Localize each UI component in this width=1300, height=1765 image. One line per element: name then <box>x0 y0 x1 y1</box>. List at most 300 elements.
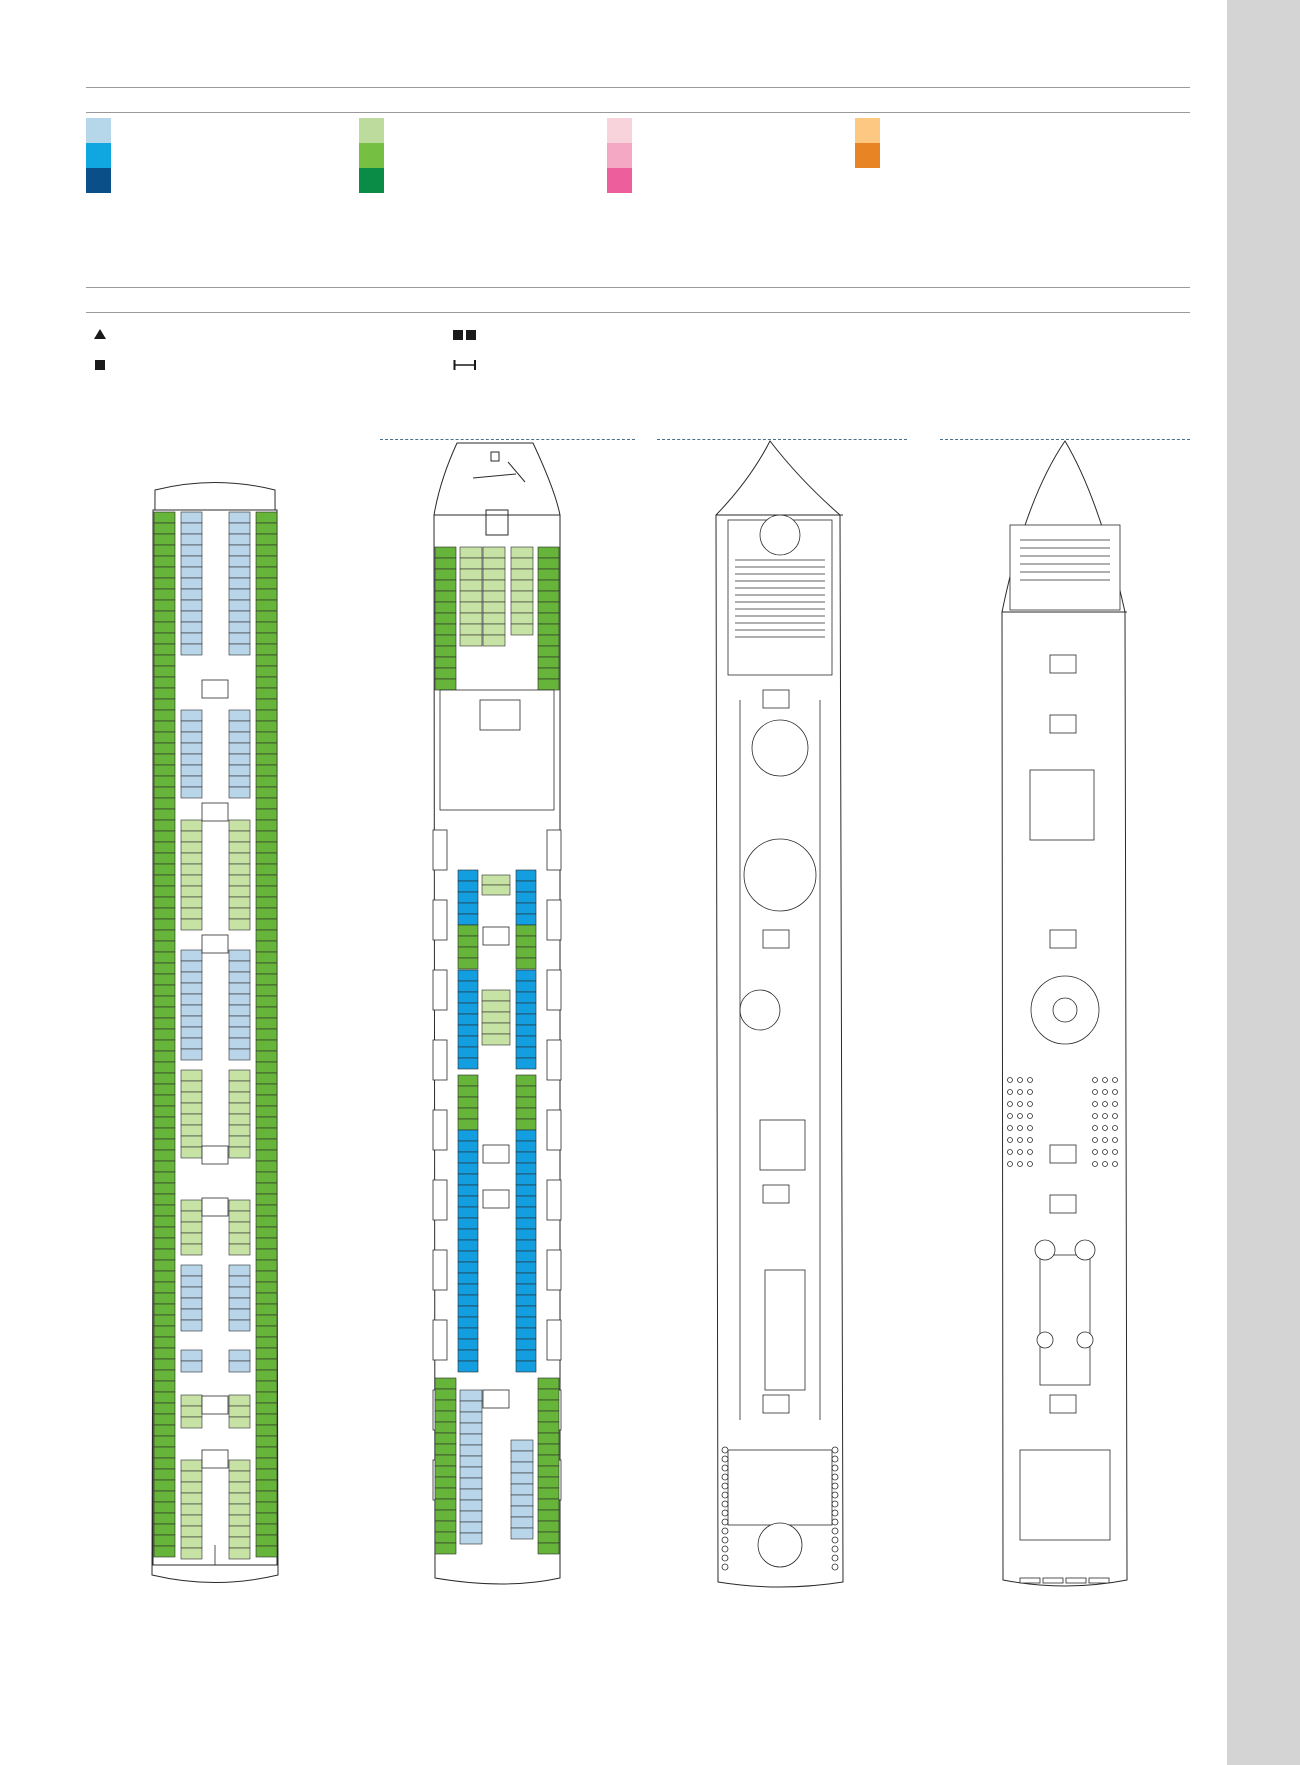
cabin-green <box>256 864 277 875</box>
cabin-inner <box>181 754 202 765</box>
cabin-mid <box>516 1262 536 1273</box>
cabin-inner <box>229 919 250 930</box>
cabin-mid <box>516 1097 536 1108</box>
cabin-green <box>154 974 175 985</box>
cabin-inner <box>229 853 250 864</box>
seat <box>722 1519 728 1525</box>
cabin-inner <box>229 1320 250 1331</box>
lifeboat <box>433 830 447 870</box>
cabin-inner <box>229 710 250 721</box>
cabin-mid <box>516 1207 536 1218</box>
cabin-mid <box>516 925 536 936</box>
cabin-green <box>256 732 277 743</box>
dance-floor <box>752 720 808 776</box>
cabin-green <box>256 765 277 776</box>
cabin-blue-light <box>511 1451 533 1462</box>
cabin-inner <box>181 1406 202 1417</box>
cabin-inner <box>229 842 250 853</box>
cabin-green <box>435 646 456 657</box>
cabin-inner <box>181 1350 202 1361</box>
cabin-green <box>256 996 277 1007</box>
cabin-mid <box>458 1097 478 1108</box>
cabin-blue-light <box>511 1528 533 1539</box>
stair-core <box>483 1190 509 1208</box>
seat <box>832 1483 838 1489</box>
table <box>1028 1126 1033 1131</box>
cabin-mid <box>458 1152 478 1163</box>
cabin-inner <box>229 776 250 787</box>
cabin-green <box>154 1403 175 1414</box>
cabin-blue-light <box>511 1506 533 1517</box>
cabin-green <box>256 941 277 952</box>
cabin-mid <box>516 992 536 1003</box>
cabin-blue-light <box>511 1473 533 1484</box>
cabin-inner <box>181 1200 202 1211</box>
table <box>1008 1162 1013 1167</box>
cabin-inner <box>229 743 250 754</box>
cabin-mid <box>458 1207 478 1218</box>
cabin-inner <box>229 1070 250 1081</box>
cabin-mid <box>458 1047 478 1058</box>
cabin-green <box>538 668 559 679</box>
cabin-green <box>435 624 456 635</box>
table <box>1008 1090 1013 1095</box>
pool <box>1030 770 1094 840</box>
cabin-inner <box>181 1016 202 1027</box>
cabin-mid <box>516 1229 536 1240</box>
cabin-green <box>538 1477 559 1488</box>
cabin-green-light <box>511 569 533 580</box>
cabin-inner <box>181 886 202 897</box>
cabin-inner <box>181 1493 202 1504</box>
cabin-green <box>256 919 277 930</box>
lifeboat <box>433 1180 447 1220</box>
cabin-inner <box>181 710 202 721</box>
table <box>1008 1138 1013 1143</box>
seat <box>722 1501 728 1507</box>
cabin-green <box>256 1172 277 1183</box>
cabin-green <box>256 1084 277 1095</box>
cabin-green <box>256 820 277 831</box>
cabin-green <box>154 1139 175 1150</box>
cabin-green-light <box>460 580 482 591</box>
cabin-green-light <box>482 885 510 895</box>
cabin-inner <box>229 1092 250 1103</box>
table <box>1113 1114 1118 1119</box>
cabin-mid <box>458 1273 478 1284</box>
cabin-inner <box>229 1211 250 1222</box>
cabin-inner <box>181 1471 202 1482</box>
cabin-green <box>256 886 277 897</box>
cabin-inner <box>181 1320 202 1331</box>
cabin-blue-light <box>460 1511 482 1522</box>
cabin-inner <box>229 589 250 600</box>
cabin-green-light <box>482 990 510 1001</box>
cabin-inner <box>181 523 202 534</box>
cabin-green <box>256 1205 277 1216</box>
table <box>1113 1150 1118 1155</box>
cabin-inner <box>229 512 250 523</box>
cabin-green <box>256 1381 277 1392</box>
cabin-inner <box>229 1526 250 1537</box>
cabin-mid <box>516 1361 536 1372</box>
cabin-inner <box>181 1504 202 1515</box>
cabin-green <box>256 1392 277 1403</box>
cabin-green <box>154 699 175 710</box>
seat <box>832 1528 838 1534</box>
deck-room <box>760 1120 805 1170</box>
cabin-green <box>435 1466 456 1477</box>
lifeboat <box>433 900 447 940</box>
cabin-green-light <box>482 875 510 885</box>
sun-deck <box>1020 1450 1110 1540</box>
table <box>1103 1126 1108 1131</box>
cabin-inner <box>181 1460 202 1471</box>
cabin-green <box>256 908 277 919</box>
cabin-green <box>154 765 175 776</box>
cabin-blue-light <box>460 1401 482 1412</box>
cabin-inner <box>181 787 202 798</box>
cabin-blue-light <box>460 1478 482 1489</box>
stair-core <box>763 930 789 948</box>
cabin-green <box>256 633 277 644</box>
lifeboat <box>547 970 561 1010</box>
cabin-green <box>256 666 277 677</box>
stair-core <box>1050 1395 1076 1413</box>
table <box>1103 1138 1108 1143</box>
cabin-green <box>256 1513 277 1524</box>
cabin-inner <box>229 961 250 972</box>
cabin-green <box>256 798 277 809</box>
cabin-mid <box>516 1251 536 1262</box>
cabin-inner <box>229 1406 250 1417</box>
cabin-inner <box>181 908 202 919</box>
cabin-green <box>154 787 175 798</box>
cabin-green <box>154 897 175 908</box>
seat <box>722 1555 728 1561</box>
cabin-green <box>256 1447 277 1458</box>
seat <box>722 1510 728 1516</box>
table <box>1103 1090 1108 1095</box>
cabin-green <box>154 1062 175 1073</box>
cabin-green <box>256 776 277 787</box>
cabin-inner <box>181 1361 202 1372</box>
cabin-inner <box>229 1233 250 1244</box>
vent <box>1020 1578 1040 1583</box>
cabin-green <box>154 1216 175 1227</box>
cabin-green <box>538 591 559 602</box>
cabin-inner <box>229 765 250 776</box>
cabin-inner <box>181 1287 202 1298</box>
cabin-green <box>154 1491 175 1502</box>
table <box>1018 1126 1023 1131</box>
cabin-mid <box>458 925 478 936</box>
cabin-green <box>435 1455 456 1466</box>
cabin-green <box>435 569 456 580</box>
table <box>1028 1102 1033 1107</box>
cabin-mid <box>516 1240 536 1251</box>
lifeboat <box>433 1320 447 1360</box>
cabin-mid <box>458 1339 478 1350</box>
cabin-green <box>154 1249 175 1260</box>
cabin-green <box>154 1315 175 1326</box>
cabin-mid <box>516 1295 536 1306</box>
cabin-mid <box>458 1185 478 1196</box>
cabin-inner <box>181 842 202 853</box>
cabin-blue-light <box>460 1467 482 1478</box>
cabin-green <box>154 963 175 974</box>
cabin-inner <box>181 1070 202 1081</box>
cabin-green <box>538 1433 559 1444</box>
cabin-green <box>435 1510 456 1521</box>
cabin-green <box>154 930 175 941</box>
cabin-inner <box>229 1537 250 1548</box>
cabin-green <box>154 1051 175 1062</box>
cabin-inner <box>229 1460 250 1471</box>
table <box>1018 1150 1023 1155</box>
vent <box>1066 1578 1086 1583</box>
cabin-blue-light <box>460 1423 482 1434</box>
cabin-green <box>154 666 175 677</box>
cabin-green <box>435 1499 456 1510</box>
stair-core <box>763 690 789 708</box>
cabin-green <box>256 677 277 688</box>
pool <box>728 1450 832 1525</box>
table <box>1093 1126 1098 1131</box>
cabin-inner <box>229 567 250 578</box>
cabin-blue-light <box>511 1440 533 1451</box>
cabin-green <box>256 1139 277 1150</box>
seat <box>832 1456 838 1462</box>
cabin-green <box>154 1007 175 1018</box>
cabin-green <box>256 831 277 842</box>
cabin-inner <box>181 972 202 983</box>
cabin-green-light <box>483 558 505 569</box>
cabin-green <box>154 534 175 545</box>
cabin-green <box>154 809 175 820</box>
cabin-inner <box>229 611 250 622</box>
cabin-green <box>154 721 175 732</box>
cabin-inner <box>229 1005 250 1016</box>
cabin-mid <box>516 1328 536 1339</box>
stair-core <box>483 1390 509 1408</box>
cabin-green <box>256 1051 277 1062</box>
seat <box>722 1483 728 1489</box>
cabin-inner <box>229 1265 250 1276</box>
cabin-inner <box>229 732 250 743</box>
cabin-inner <box>229 545 250 556</box>
deck-room <box>480 700 520 730</box>
cabin-green-light <box>483 613 505 624</box>
cabin-green <box>154 754 175 765</box>
cabin-green <box>154 1359 175 1370</box>
cabin-green-light <box>483 635 505 646</box>
cabin-green <box>256 930 277 941</box>
table <box>1093 1150 1098 1155</box>
cabin-green <box>256 754 277 765</box>
cabin-green <box>154 1414 175 1425</box>
cabin-inner <box>229 820 250 831</box>
cabin-green-light <box>460 547 482 558</box>
stair-core <box>1050 1195 1076 1213</box>
cabin-inner <box>229 1081 250 1092</box>
cabin-mid <box>458 1284 478 1295</box>
cabin-inner <box>181 950 202 961</box>
cabin-inner <box>181 875 202 886</box>
cabin-green <box>256 600 277 611</box>
cabin-green <box>256 1095 277 1106</box>
lifeboat <box>547 1040 561 1080</box>
cabin-green-light <box>511 547 533 558</box>
cabin-green <box>154 1106 175 1117</box>
cabin-green <box>256 1425 277 1436</box>
seat <box>832 1555 838 1561</box>
cabin-inner <box>181 732 202 743</box>
cabin-inner <box>181 512 202 523</box>
table <box>1093 1090 1098 1095</box>
cabin-inner <box>181 961 202 972</box>
cabin-inner <box>181 622 202 633</box>
cabin-inner <box>229 1027 250 1038</box>
cabin-mid <box>516 1014 536 1025</box>
cabin-inner <box>229 1395 250 1406</box>
cabin-mid <box>458 958 478 969</box>
cabin-inner <box>229 1287 250 1298</box>
cabin-mid <box>458 1025 478 1036</box>
cabin-green <box>538 1532 559 1543</box>
cabin-inner <box>181 919 202 930</box>
cabin-inner <box>229 908 250 919</box>
cabin-mid <box>516 1317 536 1328</box>
cabin-green-light <box>511 580 533 591</box>
cabin-mid <box>516 1185 536 1196</box>
cabin-inner <box>181 600 202 611</box>
cabin-green <box>256 743 277 754</box>
cabin-green <box>154 1469 175 1480</box>
cabin-green <box>256 809 277 820</box>
vent <box>1043 1578 1063 1583</box>
table <box>1008 1102 1013 1107</box>
cabin-green <box>256 1304 277 1315</box>
cabin-green <box>154 776 175 787</box>
cabin-inner <box>181 1233 202 1244</box>
cabin-green <box>154 677 175 688</box>
cabin-green <box>538 1488 559 1499</box>
cabin-mid <box>458 1218 478 1229</box>
cabin-green <box>538 602 559 613</box>
cabin-green <box>538 679 559 690</box>
cabin-inner <box>181 534 202 545</box>
cabin-green <box>538 657 559 668</box>
cabin-inner <box>229 1103 250 1114</box>
cabin-mid <box>458 914 478 925</box>
cabin-mid <box>516 870 536 881</box>
stair-core <box>483 1145 509 1163</box>
seat <box>722 1537 728 1543</box>
cabin-green <box>435 1543 456 1554</box>
cabin-inner <box>229 886 250 897</box>
cabin-mid <box>458 1119 478 1130</box>
cabin-mid <box>516 1141 536 1152</box>
cabin-green <box>435 580 456 591</box>
cabin-inner <box>229 600 250 611</box>
cabin-green <box>154 1029 175 1040</box>
cabin-green <box>256 952 277 963</box>
cabin-inner <box>181 983 202 994</box>
cabin-green <box>154 1458 175 1469</box>
cabin-green <box>154 523 175 534</box>
cabin-green <box>154 512 175 523</box>
cabin-inner <box>181 567 202 578</box>
cabin-green <box>154 941 175 952</box>
cabin-green <box>256 1458 277 1469</box>
cabin-green <box>256 655 277 666</box>
cabin-mid <box>516 1306 536 1317</box>
cabin-green <box>154 1161 175 1172</box>
table <box>1028 1138 1033 1143</box>
cabin-green <box>256 1480 277 1491</box>
cabin-inner <box>229 1222 250 1233</box>
cabin-green <box>154 1194 175 1205</box>
cabin-inner <box>181 1265 202 1276</box>
cabin-green <box>435 1488 456 1499</box>
cabin-green-light <box>483 624 505 635</box>
cabin-green <box>256 1337 277 1348</box>
cabin-inner <box>229 523 250 534</box>
cabin-green <box>256 1469 277 1480</box>
cabin-green-light <box>482 1012 510 1023</box>
cabin-green <box>256 1150 277 1161</box>
cabin-inner <box>181 853 202 864</box>
cabin-inner <box>229 1504 250 1515</box>
cabin-green-light <box>460 591 482 602</box>
cabin-inner <box>181 556 202 567</box>
cabin-green <box>256 963 277 974</box>
lifeboat <box>547 1250 561 1290</box>
cabin-green <box>538 1444 559 1455</box>
seat <box>832 1447 838 1453</box>
stair-core <box>763 1185 789 1203</box>
cabin-green <box>256 1348 277 1359</box>
cabin-inner <box>229 1298 250 1309</box>
cabin-green <box>154 908 175 919</box>
lifeboat <box>547 1320 561 1360</box>
cabin-green <box>154 919 175 930</box>
table <box>1008 1114 1013 1119</box>
cabin-blue-light <box>460 1533 482 1544</box>
seat <box>722 1474 728 1480</box>
spa <box>1010 525 1120 610</box>
cabin-inner <box>181 633 202 644</box>
cabin-inner <box>229 633 250 644</box>
lifeboat <box>547 1110 561 1150</box>
cabin-mid <box>516 1163 536 1174</box>
cabin-inner <box>229 721 250 732</box>
cabin-green <box>256 1271 277 1282</box>
cabin-mid <box>458 1036 478 1047</box>
cabin-mid <box>458 947 478 958</box>
cabin-mid <box>516 947 536 958</box>
cabin-inner <box>229 983 250 994</box>
cabin-mid <box>458 1174 478 1185</box>
cabin-green <box>154 545 175 556</box>
cabin-green <box>538 547 559 558</box>
cabin-mid <box>516 1025 536 1036</box>
cabin-inner <box>229 831 250 842</box>
cabin-mid <box>458 1229 478 1240</box>
cabin-green <box>256 1293 277 1304</box>
cabin-blue-light <box>460 1434 482 1445</box>
